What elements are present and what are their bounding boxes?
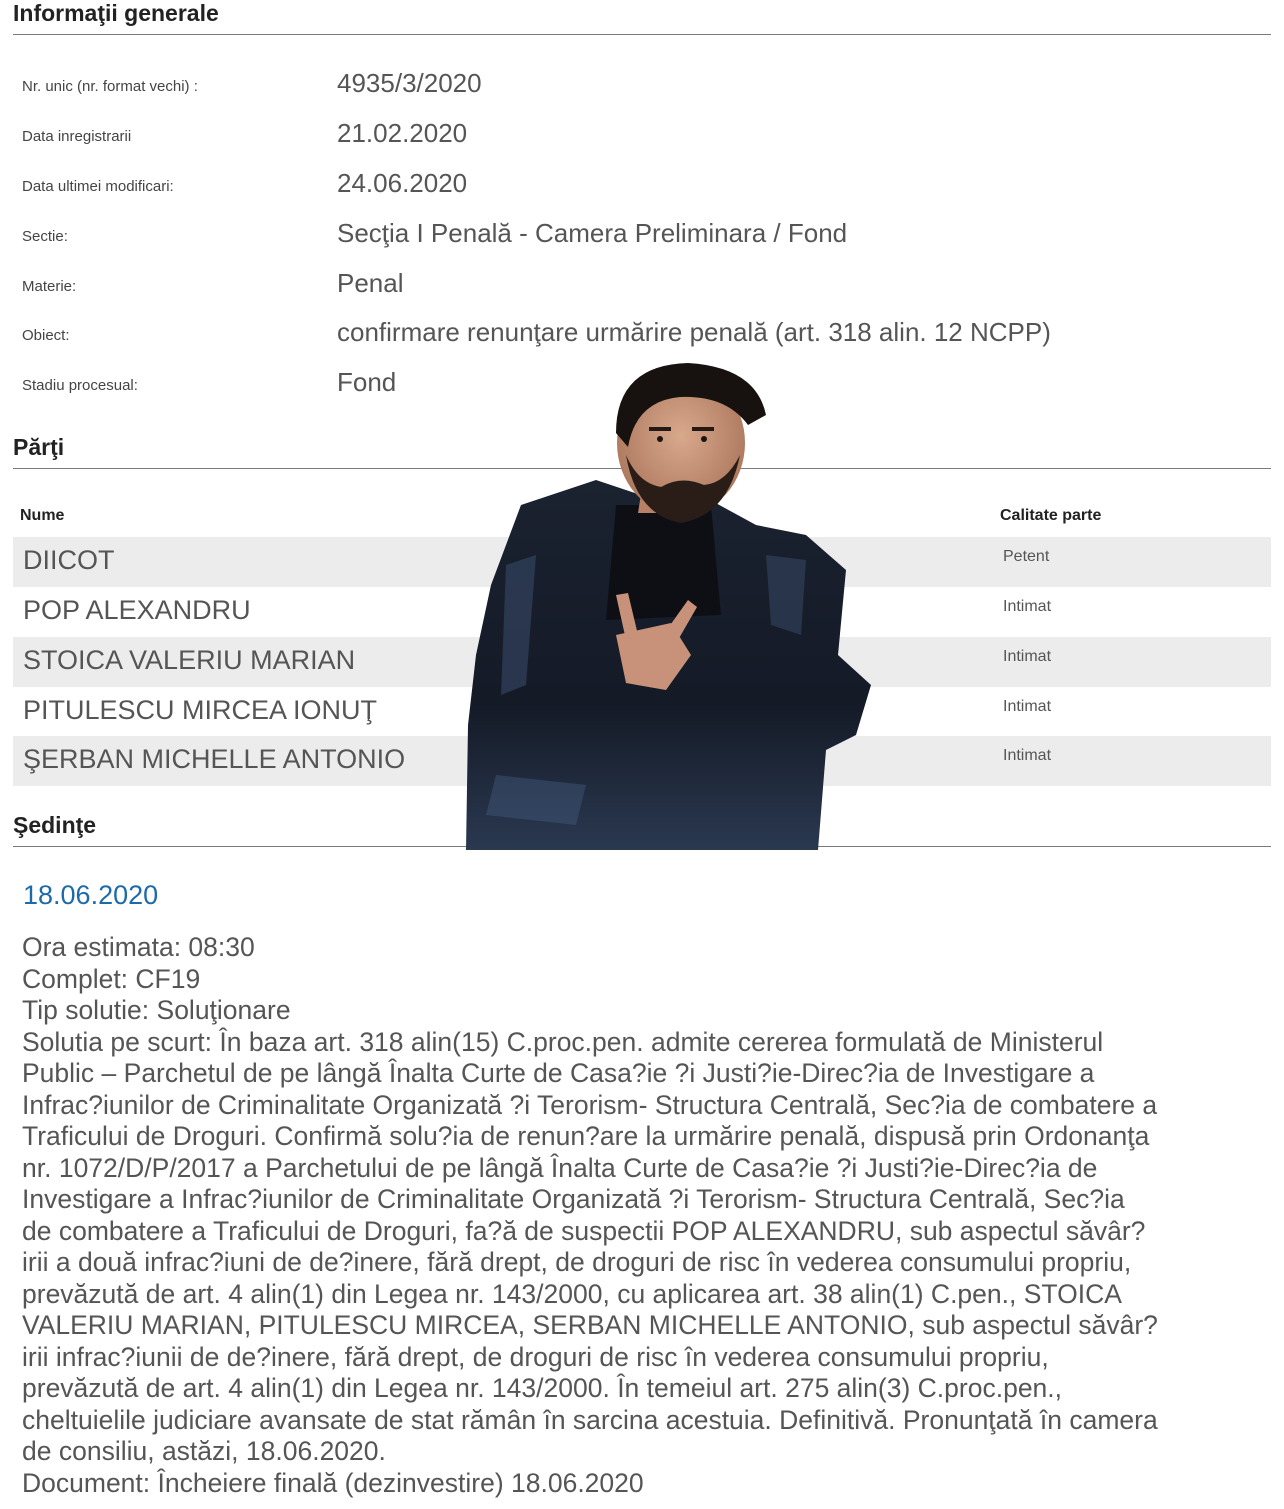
session-line: Complet: CF19 — [22, 963, 201, 994]
session-line: Public – Parchetul de pe lângă Înalta Curte de Casa?ie ?i Justi?ie-Direc?ia de Investigare a — [22, 1058, 1095, 1088]
session-line: Infrac?iunilor de Criminalitate Organizată ?i Terorism- Structura Centrală, Sec?ia de combatere a — [22, 1089, 1158, 1120]
info-value: Secţia I Penală - Camera Preliminara / Fond — [337, 218, 848, 248]
session-line: Tip solutie: Soluţionare — [22, 995, 291, 1025]
info-row-case-number — [0, 64, 1284, 114]
session-line: irii a două infrac?iuni de de?inere, fără drept, de droguri de risc în vederea consumului propriu, — [22, 1247, 1132, 1277]
info-label: Data ultimei modificari: — [22, 178, 174, 195]
info-value: 21.02.2020 — [337, 118, 468, 148]
session-line: Ora estimata: 08:30 — [22, 932, 255, 962]
info-label: Stadiu procesual: — [22, 377, 138, 394]
info-label: Sectie: — [22, 228, 68, 245]
person-photo-icon — [466, 355, 896, 850]
session-line: Document: Încheiere finală (dezinvestire) 18.06.2020 — [22, 1467, 644, 1498]
info-value: 4935/3/2020 — [337, 68, 482, 98]
info-row-matter — [0, 264, 1284, 314]
info-label: Nr. unic (nr. format vechi) : — [22, 78, 198, 95]
info-row-last-modified — [0, 164, 1284, 214]
party-name: STOICA VALERIU MARIAN — [23, 645, 356, 675]
session-line: Investigare a Infrac?iunilor de Criminalitate Organizată ?i Terorism- Structura Centrală, Sec?ia — [22, 1184, 1125, 1214]
info-value: confirmare renunţare urmărire penală (art. 318 alin. 12 NCPP) — [337, 317, 1051, 347]
session-line: VALERIU MARIAN, PITULESCU MIRCEA, SERBAN MICHELLE ANTONIO, sub aspectul săvâr? — [22, 1310, 1158, 1340]
info-value: Penal — [337, 268, 404, 298]
session-line: de consiliu, astăzi, 18.06.2020. — [22, 1436, 386, 1466]
session-details — [22, 932, 1267, 1499]
info-value: 24.06.2020 — [337, 168, 468, 198]
party-name: PITULESCU MIRCEA IONUŢ — [23, 695, 378, 725]
party-role: Intimat — [1003, 747, 1052, 764]
session-line: nr. 1072/D/P/2017 a Parchetului de pe lângă Înalta Curte de Casa?ie ?i Justi?ie-Direc?ia de — [22, 1152, 1098, 1183]
session-line: irii infrac?iunii de de?inere, fără drept, de droguri de risc în vederea consumului propriu, — [22, 1341, 1049, 1372]
session-line: Traficului de Droguri. Confirmă solu?ia de renun?are la urmărire penală, dispusă prin Ordonanţa — [22, 1121, 1150, 1151]
party-role: Petent — [1003, 548, 1050, 565]
info-label: Data inregistrarii — [22, 128, 132, 145]
party-role: Intimat — [1003, 648, 1052, 665]
info-row-registration-date — [0, 114, 1284, 164]
session-line: prevăzută de art. 4 alin(1) din Legea nr. 143/2000. În temeiul art. 275 alin(3) C.proc.pen., — [22, 1373, 1063, 1403]
info-label: Obiect: — [22, 327, 70, 344]
column-header-name: Nume — [20, 507, 65, 524]
divider — [13, 34, 1271, 35]
party-role: Intimat — [1003, 598, 1052, 615]
section-title-sessions: Şedinţe — [13, 812, 97, 838]
session-date-link[interactable]: 18.06.2020 — [23, 880, 159, 910]
section-title-general: Informaţii generale — [13, 0, 219, 26]
session-line: prevăzută de art. 4 alin(1) din Legea nr. 143/2000, cu aplicarea art. 38 alin(1) C.pen., STOICA — [22, 1278, 1122, 1309]
info-label: Materie: — [22, 278, 77, 295]
party-name: DIICOT — [23, 545, 115, 575]
info-row-section — [0, 214, 1284, 264]
party-name: ŞERBAN MICHELLE ANTONIO — [23, 744, 406, 774]
session-line: de combatere a Traficului de Droguri, fa?ă de suspectii POP ALEXANDRU, sub aspectul săvâr? — [22, 1215, 1146, 1246]
party-name: POP ALEXANDRU — [23, 595, 251, 625]
section-title-parties: Părţi — [13, 434, 65, 460]
column-header-role: Calitate parte — [1000, 507, 1102, 524]
party-role: Intimat — [1003, 698, 1052, 715]
session-line: cheltuielile judiciare avansate de stat rămân în sarcina acestuia. Definitivă. Pronunţată în camera — [22, 1404, 1158, 1435]
info-value: Fond — [337, 367, 397, 397]
session-line: Solutia pe scurt: În baza art. 318 alin(15) C.proc.pen. admite cererea formulată de Ministerul — [22, 1026, 1104, 1057]
